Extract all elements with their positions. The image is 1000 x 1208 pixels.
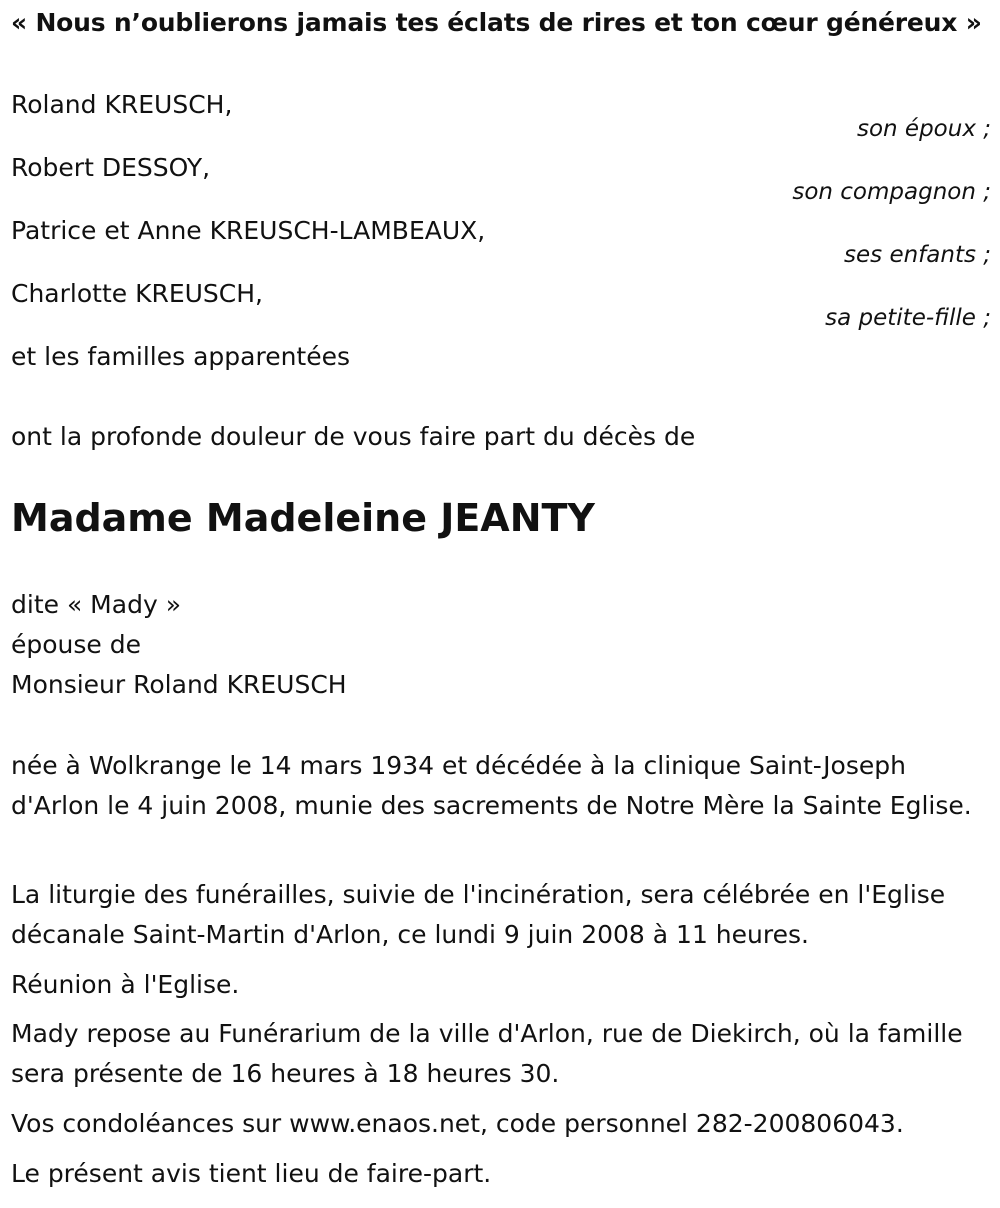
nickname: dite « Mady » (11, 590, 181, 619)
deceased-name: Madame Madeleine JEANTY (11, 496, 595, 540)
meeting-paragraph: Réunion à l'Eglise. (11, 970, 240, 999)
family-member-relation: son époux ; (856, 116, 991, 142)
family-member-name: Roland KREUSCH, (11, 90, 233, 119)
family-member-relation: ses enfants ; (844, 242, 991, 268)
announcement-text: ont la profonde douleur de vous faire part du décès de (11, 422, 696, 451)
notice-paragraph: Le présent avis tient lieu de faire-part. (11, 1159, 492, 1188)
family-member-relation: son compagnon ; (792, 179, 991, 205)
condolences-paragraph: Vos condoléances sur www.enaos.net, code personnel 282-200806043. (11, 1109, 904, 1138)
family-member-name: Patrice et Anne KREUSCH-LAMBEAUX, (11, 216, 486, 245)
birth-death-paragraph: née à Wolkrange le 14 mars 1934 et décédée à la clinique Saint-Joseph d'Arlon le 4 juin 2008, munie des sacrements de Notre Mère la Sainte Eglise. (11, 751, 972, 820)
epitaph-quote: « Nous n’oublierons jamais tes éclats de rires et ton cœur généreux » (11, 8, 982, 37)
funerarium-paragraph: Mady repose au Funérarium de la ville d'Arlon, rue de Diekirch, où la famille sera présente de 16 heures à 18 heures 30. (11, 1019, 963, 1088)
family-member-name: Charlotte KREUSCH, (11, 279, 264, 308)
spouse-name: Monsieur Roland KREUSCH (11, 670, 347, 699)
funeral-paragraph: La liturgie des funérailles, suivie de l'incinération, sera célébrée en l'Eglise décanale Saint-Martin d'Arlon, ce lundi 9 juin 2008 à 11 heures. (11, 880, 946, 949)
family-member-relation: sa petite-fille ; (825, 305, 991, 331)
related-families: et les familles apparentées (11, 342, 351, 371)
family-member-name: Robert DESSOY, (11, 153, 211, 182)
spouse-intro: épouse de (11, 630, 141, 659)
